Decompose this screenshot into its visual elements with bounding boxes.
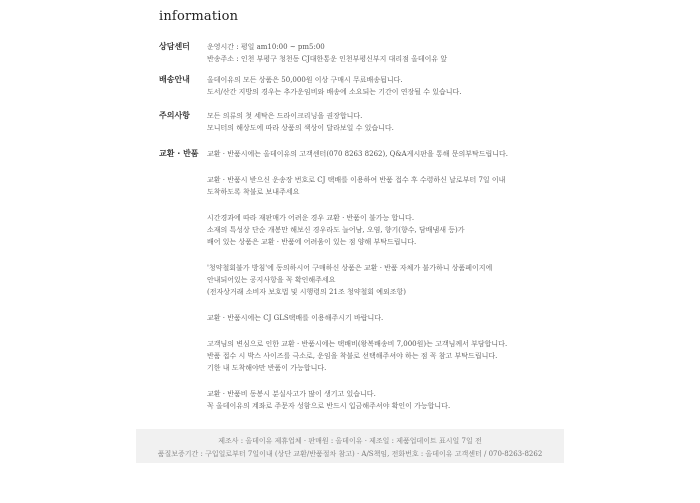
caution-label: 주의사항 (159, 111, 190, 120)
footer-line-maker: 제조사 : 올데이유 제휴업체 · 판매원 : 올데이유 · 제조일 : 제품업데이트 표시일 7일 전 (218, 437, 482, 445)
delivery-line: 도서/산간 지방의 경우는 추가운임비와 배송에 소요되는 기간이 연장될 수 있습니다. (207, 88, 462, 96)
exchange-line: 안내되어있는 공지사항을 꼭 확인해주세요 (207, 276, 336, 284)
exchange-line: 교환 · 반품시에는 올데이유의 고객센터(070 8263 8262), Q&A게시판을 통해 문의부탁드립니다. (207, 150, 509, 158)
exchange-line: 시간경과에 따라 재판매가 어려운 경우 교환 · 반품이 불가능 합니다. (207, 214, 415, 222)
footer (136, 429, 564, 463)
exchange-body (207, 148, 677, 412)
exchange-line: '청약철회불가 방침'에 동의하시어 구매하신 상품은 교환 · 반품 자체가 불가하니 상품페이지에 (207, 264, 493, 272)
page-title: information (159, 9, 239, 24)
exchange-label: 교환 · 반품 (159, 149, 199, 158)
consult-body (207, 41, 677, 65)
exchange-line: 교환 · 반품시 받으신 운송장 번호로 CJ 택배를 이용하여 반품 접수 후 수령하신 날로부터 7일 이내 (207, 176, 506, 184)
footer-line-warranty: 품질보증기간 : 구입일로부터 7일이내 (상단 교환/반품절차 참고) · A/S책임, 전화번호 : 올데이유 고객센터 / 070-8263-8262 (157, 450, 543, 458)
exchange-line: (전자상거래 소비자 보호법 및 시행령의 21조 청약철회 예외조항) (207, 288, 406, 296)
caution-line: 모니터의 해상도에 따라 상품의 색상이 달라보일 수 있습니다. (207, 124, 394, 132)
caution-body (207, 110, 677, 134)
consult-line: 반송주소 : 인천 부평구 청천동 CJ대한통운 인천부평신부지 대리점 올데이유 앞 (207, 55, 448, 63)
exchange-line: 교환 · 반품비 동봉시 분실사고가 많이 생기고 있습니다. (207, 390, 376, 398)
exchange-line: 도착하도록 착불로 보내주세요 (207, 188, 300, 196)
delivery-line: 올데이유의 모든 상품은 50,000원 이상 구매시 무료배송됩니다. (207, 76, 403, 84)
exchange-line: 반품 접수 시 박스 사이즈를 극소로, 운임을 착불로 선택해주셔야 하는 점 꼭 참고 부탁드립니다. (207, 352, 498, 360)
delivery-body (207, 74, 677, 98)
exchange-line: 고객님의 변심으로 인한 교환 · 반품시에는 택배비(왕복배송비 7,000원)는 고객님께서 부담합니다. (207, 340, 508, 348)
delivery-label: 배송안내 (159, 75, 190, 84)
consult-line: 운영시간 : 평일 am10:00 ~ pm5:00 (207, 43, 325, 51)
exchange-line: 소재의 특성상 단순 개봉만 해보신 경우라도 늘어남, 오염, 향기(향수, 담배냄새 등)가 (207, 226, 465, 234)
exchange-line: 교환 · 반품시에는 CJ GLS택배를 이용해주시기 바랍니다. (207, 314, 384, 322)
exchange-line: 기한 내 도착해야만 반품이 가능합니다. (207, 364, 327, 372)
exchange-line: 꼭 올데이유의 계좌로 주문자 성함으로 반드시 입금해주셔야 확인이 가능합니다. (207, 402, 451, 410)
exchange-line: 배어 있는 상품은 교환 · 반품에 어려움이 있는 점 양해 부탁드립니다. (207, 238, 417, 246)
caution-line: 모든 의류의 첫 세탁은 드라이크리닝을 권장합니다. (207, 112, 363, 120)
consult-label: 상담센터 (159, 42, 190, 51)
